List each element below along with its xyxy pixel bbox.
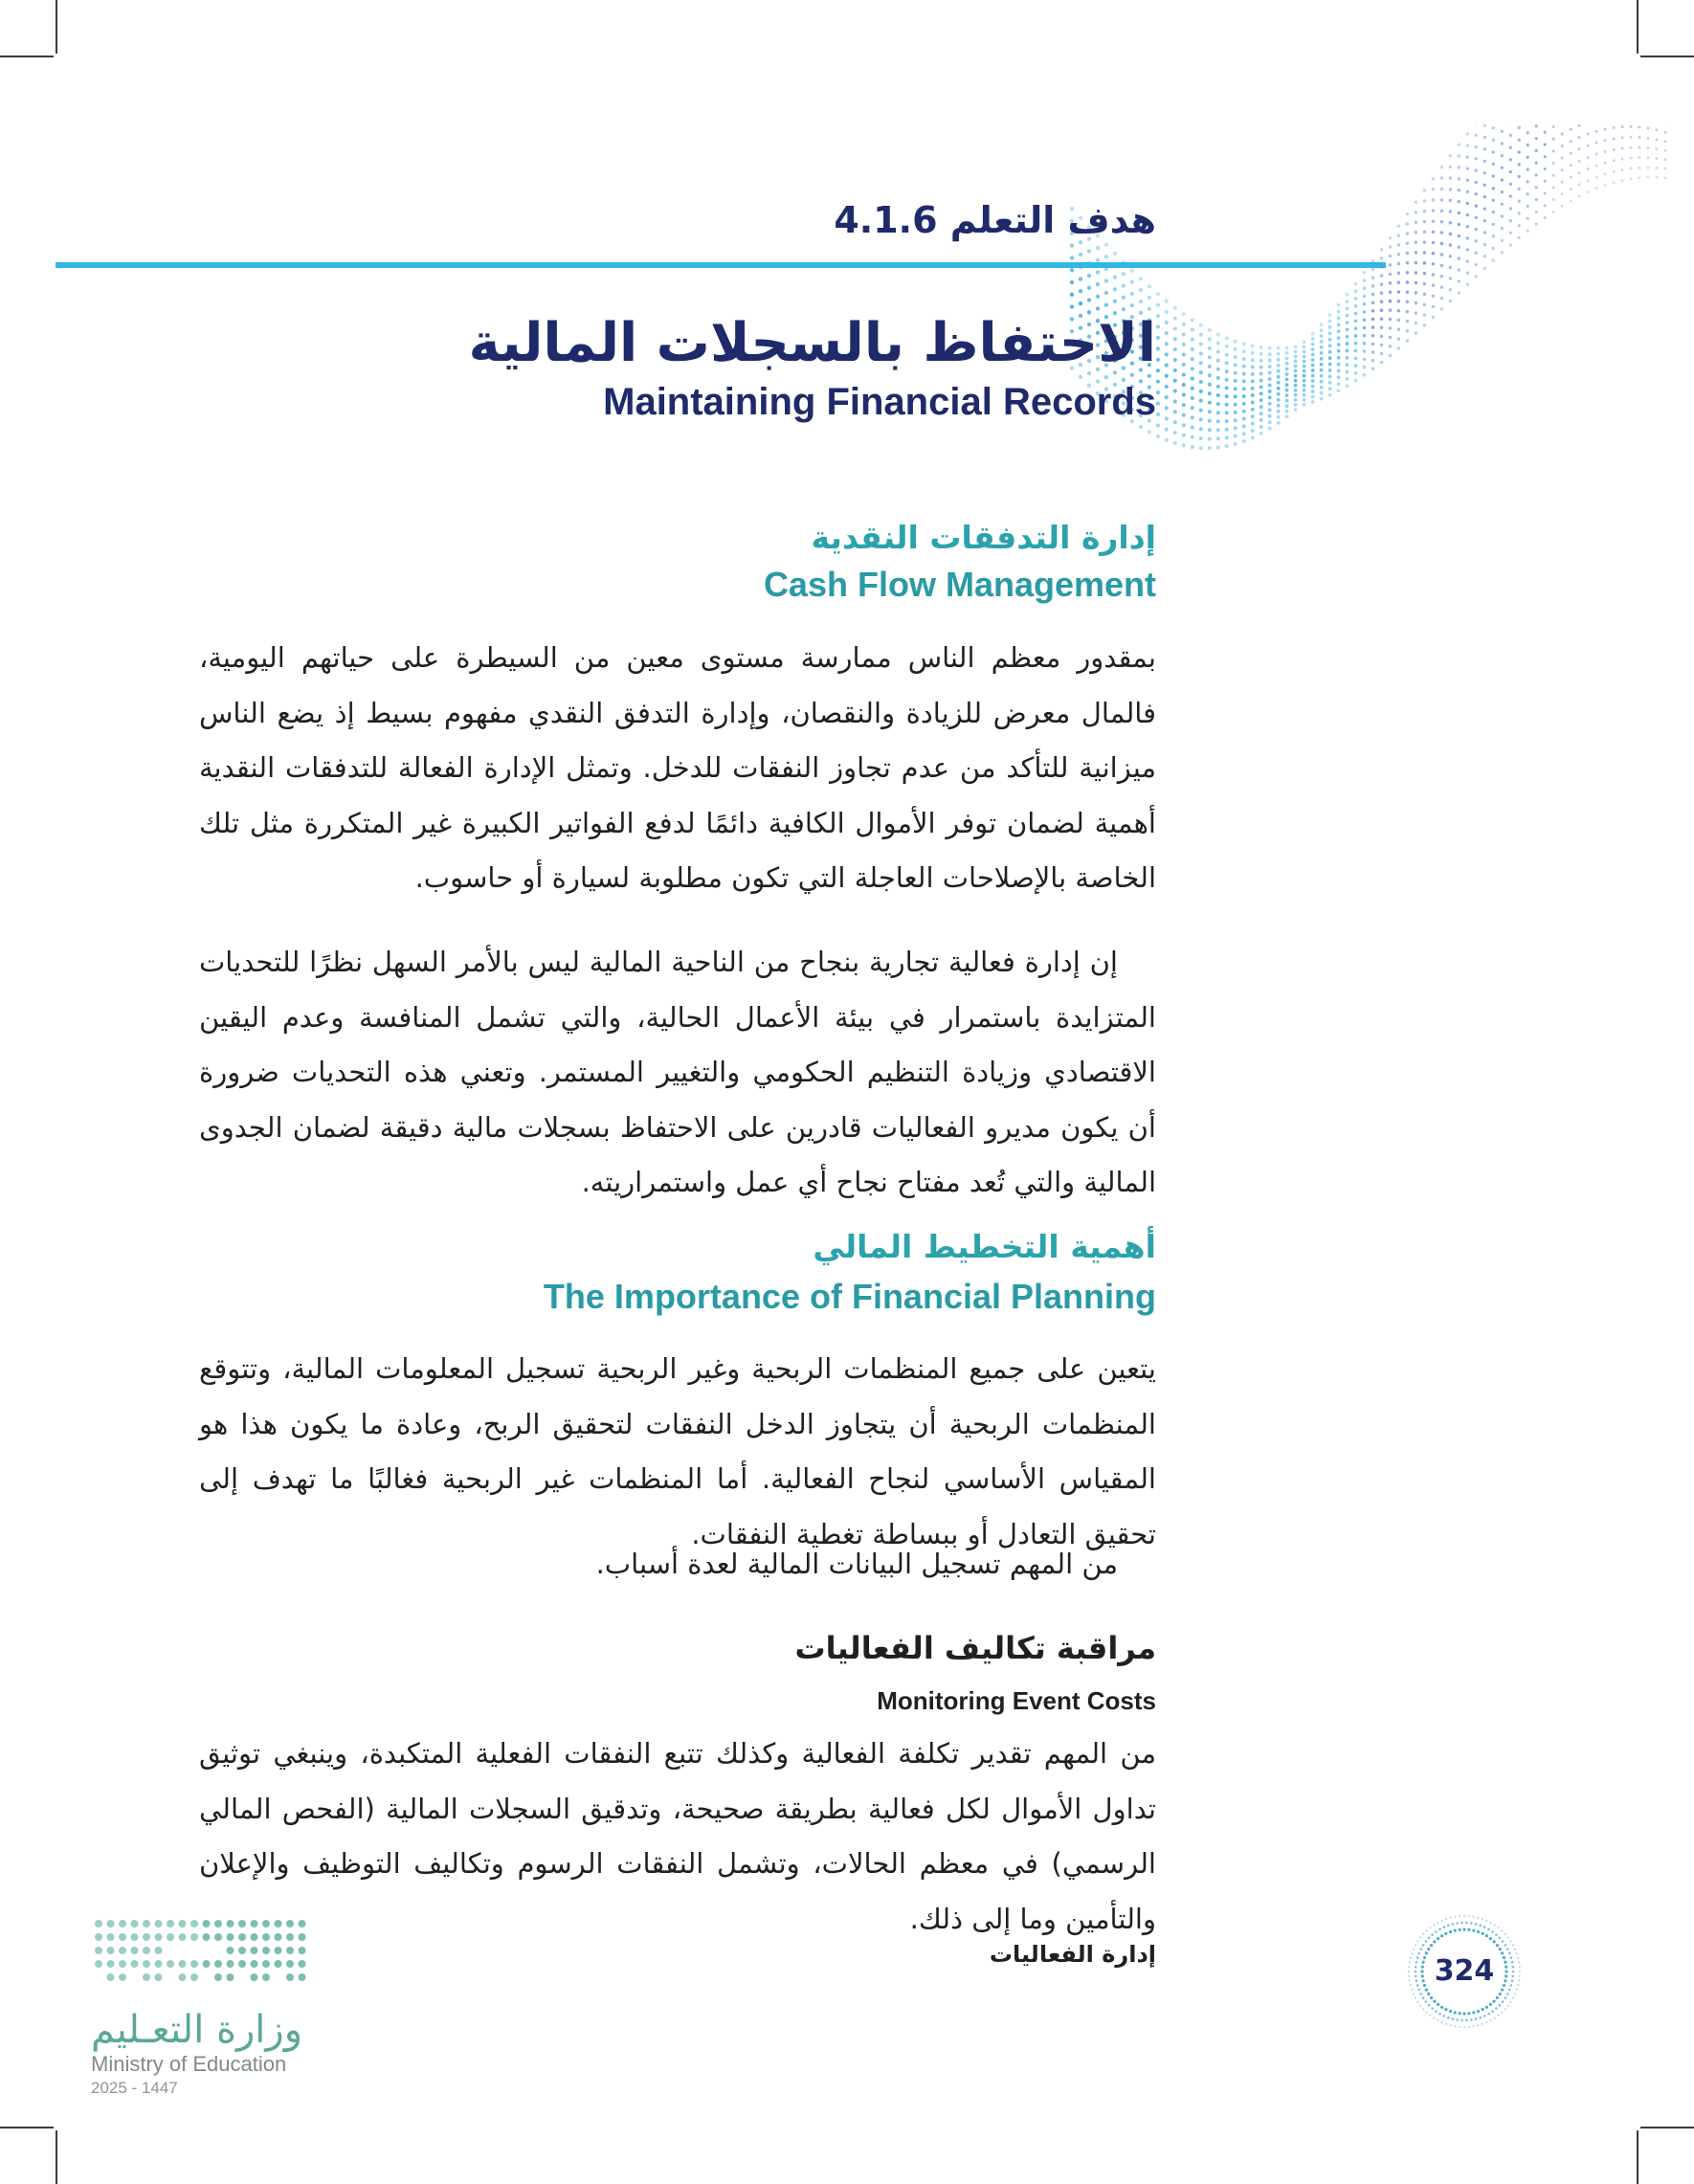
crop-mark-bottom-right [1640, 2127, 1694, 2128]
crop-mark-bottom-left [0, 2127, 54, 2128]
running-footer-section: إدارة الفعاليات [989, 1941, 1156, 1968]
page-title-arabic: الاحتفاظ بالسجلات المالية [468, 312, 1156, 374]
crop-mark-top-right [1640, 56, 1694, 57]
ministry-logo-icon [91, 1914, 311, 2019]
subsection-heading-arabic: مراقبة تكاليف الفعاليات [794, 1630, 1156, 1666]
ministry-year: 2025 - 1447 [91, 2079, 178, 2097]
page-title-english: Maintaining Financial Records [603, 381, 1156, 423]
crop-mark-top-left [0, 56, 54, 57]
crop-mark-bottom-right [1637, 2130, 1638, 2184]
section-heading-english: The Importance of Financial Planning [543, 1277, 1156, 1316]
section-heading-arabic: إدارة التدفقات النقدية [811, 519, 1156, 556]
paragraph: بمقدور معظم الناس ممارسة مستوى معين من السيطرة على حياتهم اليومية، فالمال معرض للزيادة والنقصان، وإدارة التدفق النقدي مفهوم بسيط إذ يضع الناس ميزانية للتأكد من عدم تجاوز النفقات للدخل. وتمثل الإدارة الفعالة للتدفقات النقدية أهمية لضمان توفر الأموال الكافية دائمًا لدفع الفواتير الكبيرة غير المتكررة مثل تلك الخاصة بالإصلاحات العاجلة التي تكون مطلوبة لسيارة أو حاسوب. [199, 641, 1156, 894]
page-number: 324 [1434, 1954, 1495, 1988]
subsection-heading-english: Monitoring Event Costs [877, 1686, 1156, 1715]
crop-mark-top-left [56, 0, 57, 54]
learning-objective-label: هدف التعلم 4.1.6 [834, 199, 1156, 241]
paragraph: إن إدارة فعالية تجارية بنجاح من الناحية المالية ليس بالأمر السهل نظرًا للتحديات المتزايدة باستمرار في بيئة الأعمال الحالية، والتي تشمل المنافسة وعدم اليقين الاقتصادي وزيادة التنظيم الحكومي والتغيير المستمر. وتعني هذه التحديات ضرورة أن يكون مديرو الفعاليات قادرين على الاحتفاظ بسجلات مالية دقيقة لضمان الجدوى المالية والتي تُعد مفتاح نجاح أي عمل واستمراريته. [199, 946, 1156, 1198]
paragraph: من المهم تقدير تكلفة الفعالية وكذلك تتبع النفقات الفعلية المتكبدة، وينبغي توثيق تداول الأموال لكل فعالية بطريقة صحيحة، وتدقيق السجلات المالية (الفحص المالي الرسمي) في معظم الحالات، وتشمل النفقات الرسوم وتكاليف التوظيف والإعلان والتأمين وما إلى ذلك. [199, 1737, 1156, 1935]
objective-underline [56, 262, 1386, 268]
ministry-name-arabic: وزارة التعـليم [91, 2008, 303, 2052]
crop-mark-bottom-left [56, 2130, 57, 2184]
paragraph: يتعين على جميع المنظمات الربحية وغير الربحية تسجيل المعلومات المالية، وتتوقع المنظمات الربحية أن يتجاوز الدخل النفقات لتحقيق الربح، وعادة ما يكون هذا هو المقياس الأساسي لنجاح الفعالية. أما المنظمات غير الربحية فغالبًا ما تهدف إلى تحقيق التعادل أو ببساطة تغطية النفقات. [199, 1352, 1156, 1550]
section-heading-arabic: أهمية التخطيط المالي [813, 1228, 1156, 1265]
paragraph: من المهم تسجيل البيانات المالية لعدة أسباب. [595, 1548, 1118, 1580]
section-heading-english: Cash Flow Management [763, 565, 1156, 604]
crop-mark-top-right [1637, 0, 1638, 54]
ministry-name-english: Ministry of Education [91, 2052, 287, 2076]
